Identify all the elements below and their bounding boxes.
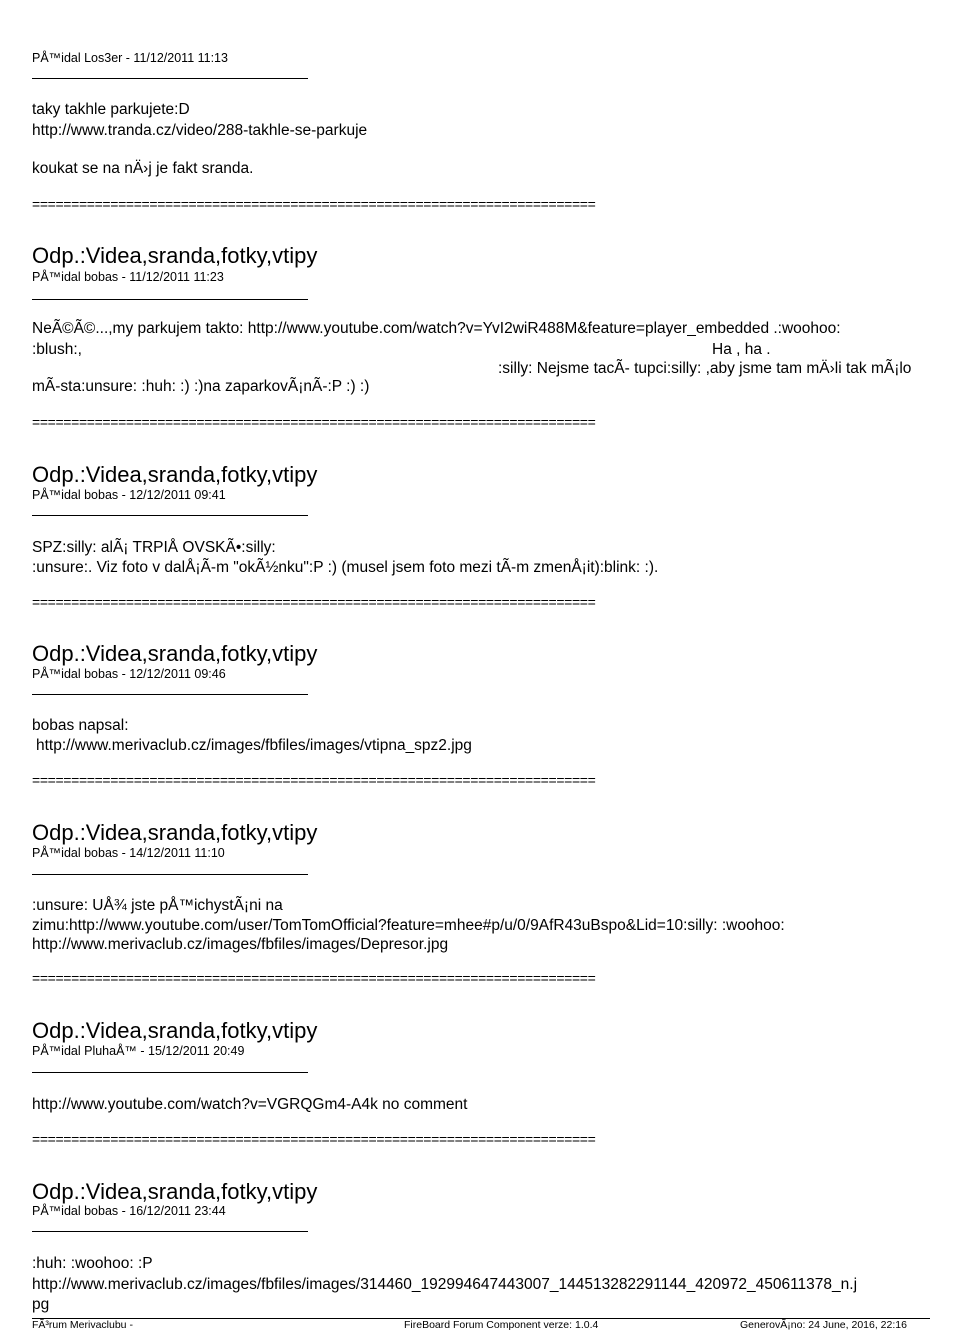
post-body-line: http://www.merivaclub.cz/images/fbfiles/images/Depresor.jpg xyxy=(32,936,449,953)
post-separator: ======================================================================== xyxy=(32,196,596,212)
post-body-line: zimu:http://www.youtube.com/user/TomTomOfficial?feature=mhee#p/u/0/9AfR43uBspo&Lid=10:silly: :woohoo: xyxy=(32,917,785,934)
post-body-line: http://www.tranda.cz/video/288-takhle-se-parkuje xyxy=(32,122,368,139)
post-separator: ======================================================================== xyxy=(32,970,596,986)
post-body-line: NeÃ©Ã©...,my parkujem takto: http://www.youtube.com/watch?v=YvI2wiR488M&feature=player_embedded .:woohoo: xyxy=(32,320,841,337)
post-title: Odp.:Videa,sranda,fotky,vtipy xyxy=(32,820,318,845)
post-body-line: Ha , ha . xyxy=(712,341,771,358)
post-meta: PÅ™idal bobas - 12/12/2011 09:41 xyxy=(32,488,226,502)
post-body-line: taky takhle parkujete:D xyxy=(32,101,190,118)
post-title: Odp.:Videa,sranda,fotky,vtipy xyxy=(32,243,318,268)
post-separator: ======================================================================== xyxy=(32,1131,596,1147)
post-body-line: http://www.merivaclub.cz/images/fbfiles/images/314460_192994647443007_144513282291144_420972_450611378_n.j xyxy=(32,1276,858,1293)
post-body-line: http://www.youtube.com/watch?v=VGRQGm4-A4k no comment xyxy=(32,1096,468,1113)
post-separator: ======================================================================== xyxy=(32,414,596,430)
post-body-line: :unsure: UÅ¾ jste pÅ™ichystÃ¡ni na xyxy=(32,897,283,914)
post-title: Odp.:Videa,sranda,fotky,vtipy xyxy=(32,641,318,666)
post-rule xyxy=(32,78,308,79)
post-body-line: http://www.merivaclub.cz/images/fbfiles/images/vtipna_spz2.jpg xyxy=(36,737,472,754)
post-meta: PÅ™idal PluhaÅ™ - 15/12/2011 20:49 xyxy=(32,1044,245,1058)
footer-generated: GenerovÃ¡no: 24 June, 2016, 22:16 xyxy=(740,1319,907,1331)
footer-site-name: FÃ³rum Merivaclubu - xyxy=(32,1319,133,1331)
post-meta: PÅ™idal bobas - 14/12/2011 11:10 xyxy=(32,846,225,860)
post-body-line: SPZ:silly: alÃ¡ TRPIÅ OVSKÃ•:silly: xyxy=(32,539,276,556)
post-title: Odp.:Videa,sranda,fotky,vtipy xyxy=(32,1179,318,1204)
post-separator: ======================================================================== xyxy=(32,594,596,610)
post-body-line: pg xyxy=(32,1296,50,1313)
post-meta: PÅ™idal bobas - 16/12/2011 23:44 xyxy=(32,1204,226,1218)
post-separator: ======================================================================== xyxy=(32,772,596,788)
post-body-line: :huh: :woohoo: :P xyxy=(32,1255,153,1272)
post-body-line: bobas napsal: xyxy=(32,717,129,734)
post-rule xyxy=(32,299,308,300)
post-rule xyxy=(32,1231,308,1232)
post-body-line: :silly: Nejsme tacÃ- tupci:silly: ,aby jsme tam mÄ›li tak mÃ¡lo xyxy=(498,360,912,377)
post-body-line: :blush:, xyxy=(32,341,82,358)
post-body-line: :unsure:. Viz foto v dalÅ¡Ã-m "okÃ½nku":P :) (musel jsem foto mezi tÃ-m zmenÅ¡it):blink: :). xyxy=(32,559,659,576)
post-meta: PÅ™idal Los3er - 11/12/2011 11:13 xyxy=(32,51,228,65)
post-title: Odp.:Videa,sranda,fotky,vtipy xyxy=(32,1018,318,1043)
post-title: Odp.:Videa,sranda,fotky,vtipy xyxy=(32,462,318,487)
footer-component: FireBoard Forum Component verze: 1.0.4 xyxy=(404,1319,599,1331)
post-body-line: mÃ-sta:unsure: :huh: :) :)na zaparkovÃ¡nÃ-:P :) :) xyxy=(32,378,370,395)
post-rule xyxy=(32,874,308,875)
post-rule xyxy=(32,1072,308,1073)
post-meta: PÅ™idal bobas - 11/12/2011 11:23 xyxy=(32,270,224,284)
post-body-line: koukat se na nÄ›j je fakt sranda. xyxy=(32,160,254,177)
post-rule xyxy=(32,694,308,695)
post-rule xyxy=(32,515,308,516)
post-meta: PÅ™idal bobas - 12/12/2011 09:46 xyxy=(32,667,226,681)
